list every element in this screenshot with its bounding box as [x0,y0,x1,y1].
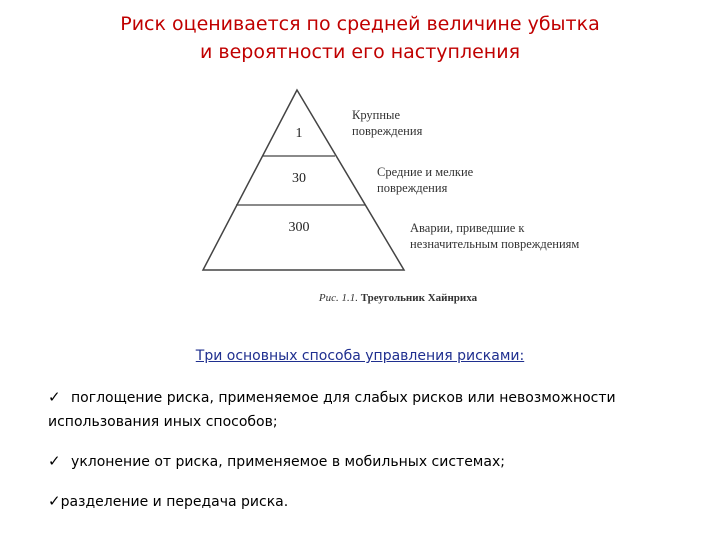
checkmark-icon: ✓ [48,492,61,510]
pyramid-level-2-number: 30 [292,171,306,186]
pyramid-level-3-label-line-1: Аварии, приведшие к [410,221,525,235]
pyramid-level-1-number: 1 [295,126,303,141]
method-item-absorption [48,385,688,434]
method-text: уклонение от риска, применяемое в мобильных системах; [66,454,505,470]
pyramid-level-3-label [410,220,579,252]
title-line-2: и вероятности его наступления [199,41,521,63]
pyramid-level-1-label-line-2: повреждения [352,124,423,138]
methods-list [48,385,688,529]
pyramid-level-3-label-line-2: незначительным повреждениям [410,237,580,251]
figure-caption-prefix: Рис. 1.1. [318,292,358,304]
method-text: поглощение риска, применяемое для слабых рисков или невозможности использования иных способов; [48,390,616,430]
method-text: разделение и передача риска. [60,494,289,510]
pyramid-level-2-label [377,164,473,196]
pyramid-level-2-label-line-1: Средние и мелкие [377,165,474,179]
method-item-transfer [48,489,688,514]
method-item-avoidance [48,449,688,474]
checkmark-icon: ✓ [48,452,61,470]
figure-caption-name: Треугольник Хайнриха [360,292,478,304]
figure-caption [38,292,720,304]
methods-heading: Три основных способа управления рисками: [195,348,525,364]
pyramid-level-1-label-line-1: Крупные [352,108,400,122]
title-line-1: Риск оценивается по средней величине убытка [120,13,600,35]
pyramid-level-3-number: 300 [288,220,310,235]
checkmark-icon: ✓ [48,388,61,406]
pyramid-level-2-label-line-2: повреждения [377,181,448,195]
pyramid-level-1-label [352,107,422,139]
